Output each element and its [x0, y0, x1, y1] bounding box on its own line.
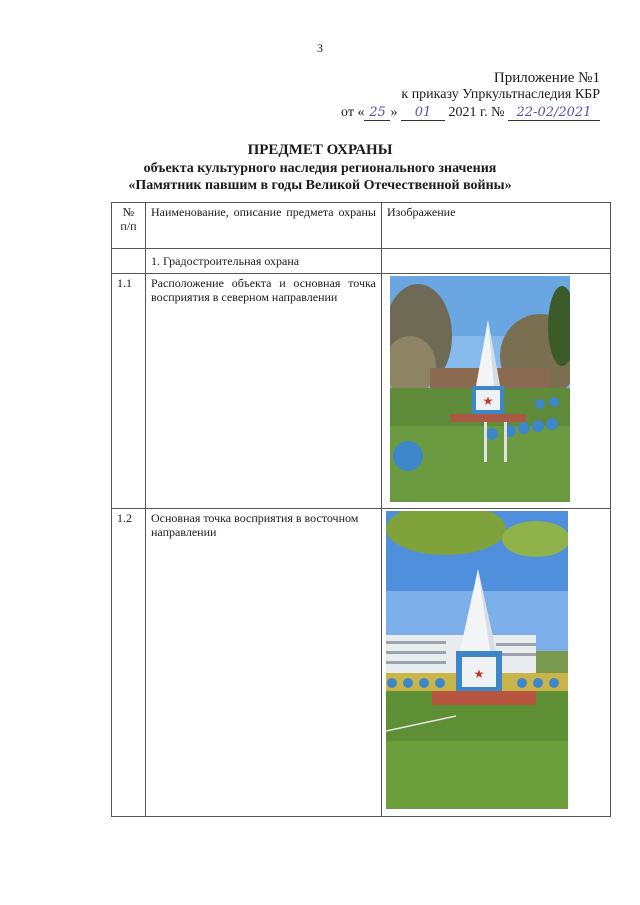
table-header-row [112, 203, 611, 249]
doc-subtitle: объекта культурного наследия регионального значения [143, 161, 497, 176]
handwritten-month: 01 [401, 106, 445, 121]
svg-text:★: ★ [473, 667, 485, 681]
handwritten-day: 25 [364, 106, 390, 121]
header-image: Изображение [382, 203, 611, 249]
date-prefix: от « [341, 105, 365, 120]
doc-title: ПРЕДМЕТ ОХРАНЫ [247, 142, 393, 158]
monument-east-photo [386, 511, 568, 809]
page-number: 3 [317, 41, 323, 55]
monument-name: «Памятник павшим в годы Великой Отечественной войны» [128, 178, 512, 193]
svg-text:★: ★ [482, 394, 494, 408]
monument-north-photo [390, 276, 570, 502]
row-description: Расположение объекта и основная точка восприятия в северном направлении [146, 274, 382, 509]
image-cell [382, 274, 611, 509]
row-number: 1.2 [112, 509, 146, 817]
row-description: Основная точка восприятия в восточном направлении [146, 509, 382, 817]
appendix-title: Приложение №1 [493, 70, 600, 86]
appendix-order: к приказу Упркультнаследия КБР [401, 87, 600, 102]
date-year: 2021 г. № [444, 105, 508, 120]
protection-table [111, 202, 611, 817]
table-row [112, 509, 611, 817]
handwritten-number: 22-02/2021 [508, 106, 600, 121]
table-row [112, 274, 611, 509]
image-cell [382, 509, 611, 817]
header-name: Наименование, описание предмета охраны [146, 203, 382, 249]
header-number: № п/п [112, 203, 146, 249]
section-row [112, 249, 611, 274]
date-mid: » [390, 105, 401, 120]
appendix-date-line [341, 105, 600, 121]
row-number: 1.1 [112, 274, 146, 509]
section-title: 1. Градостроительная охрана [146, 249, 382, 274]
